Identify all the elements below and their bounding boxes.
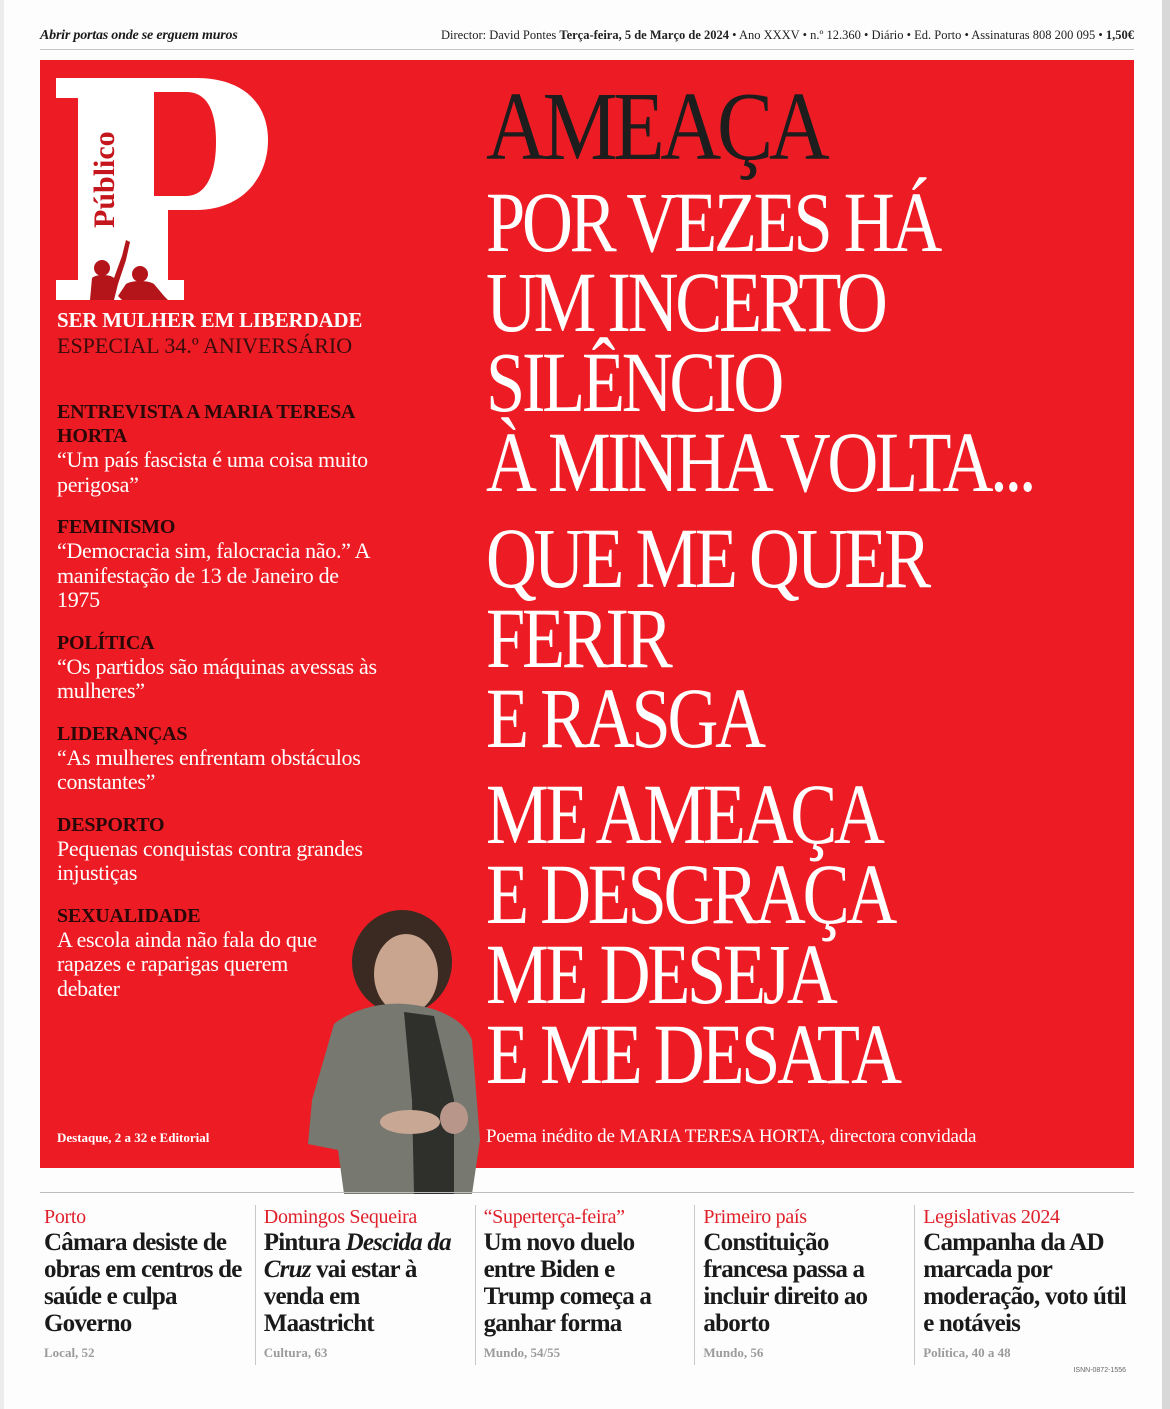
teaser-section-ref: Política, 40 a 48 — [923, 1345, 1011, 1360]
poem-line: ME DESEJA — [486, 926, 835, 1022]
publico-p-logo-icon — [56, 78, 268, 300]
poem-line: SILÊNCIO — [486, 334, 781, 430]
poem-line: UM INCERTO — [486, 254, 885, 350]
poem-credit: Poema inédito de MARIA TERESA HORTA, directora convidada — [486, 1126, 977, 1147]
poem-line: FERIR — [486, 590, 670, 686]
story-text: A escola ainda não fala do que rapazes e raparigas querem debater — [57, 926, 317, 1001]
special-edition-label — [57, 307, 362, 359]
issn-code: ISNN-0872-1556 — [1073, 1367, 1126, 1374]
poem-line: E RASGA — [486, 670, 763, 766]
frequency: Diário — [871, 28, 904, 42]
poem-line: E DESGRAÇA — [486, 846, 894, 942]
cover-story[interactable] — [57, 631, 377, 704]
teaser-kicker: Domingos Sequeira — [263, 1206, 418, 1228]
teaser-porto[interactable] — [40, 1205, 255, 1365]
publico-logo[interactable] — [56, 78, 268, 300]
story-kicker: POLÍTICA — [57, 631, 155, 654]
teaser-kicker: Legislativas 2024 — [923, 1206, 1060, 1228]
tagline: Abrir portas onde se erguem muros — [40, 27, 238, 43]
story-text: “Os partidos são máquinas avessas às mulheres” — [57, 653, 377, 703]
page-edge — [1162, 0, 1170, 1409]
special-subtitle: ESPECIAL 34.º ANIVERSÁRIO — [57, 333, 353, 358]
poem-line: POR VEZES HÁ — [486, 174, 940, 270]
story-kicker: SEXUALIDADE — [57, 904, 201, 927]
portrait-photo — [304, 900, 484, 1194]
story-kicker: LIDERANÇAS — [57, 722, 188, 745]
teaser-row — [40, 1205, 1134, 1365]
poem-title: AMEAÇA — [486, 73, 826, 181]
teaser-kicker: Porto — [44, 1206, 86, 1228]
artwork-title: Descida da Cruz — [263, 1229, 451, 1283]
director: Director: David Pontes — [440, 28, 557, 42]
teaser-headline: Constituição francesa passa a incluir direito ao aborto — [703, 1229, 868, 1337]
cover-story[interactable] — [57, 722, 377, 795]
special-title: SER MULHER EM LIBERDADE — [57, 308, 363, 332]
cover-story[interactable] — [57, 813, 377, 886]
portrait-woman-icon — [304, 900, 484, 1194]
poem-line: QUE ME QUER — [486, 510, 928, 606]
issue-number: n.º 12.360 — [810, 28, 861, 42]
poem-stanza — [486, 174, 1126, 510]
story-kicker: FEMINISMO — [57, 516, 176, 538]
section-divider — [40, 1192, 1134, 1193]
teaser-headline: Campanha da AD marcada por moderação, voto útil e notáveis — [923, 1229, 1126, 1337]
teaser-superterca-feira[interactable] — [475, 1205, 695, 1365]
story-text: “Democracia sim, falocracia não.” A manifestação de 13 de Janeiro de 1975 — [57, 538, 370, 612]
poem-line: E ME DESATA — [486, 1006, 899, 1102]
poem-line: À MINHA VOLTA... — [486, 414, 1034, 510]
teaser-primeiro-pais[interactable] — [694, 1205, 914, 1365]
poem-line: ME AMEAÇA — [486, 766, 882, 862]
teaser-kicker: Primeiro país — [703, 1206, 807, 1228]
teaser-kicker: “Superterça-feira” — [483, 1206, 625, 1228]
story-text: “Um país fascista é uma coisa muito perigosa” — [57, 447, 368, 497]
price: 1,50€ — [1105, 28, 1134, 42]
teaser-headline: Câmara desiste de obras em centros de saúde e culpa Governo — [44, 1229, 242, 1337]
teaser-section-ref: Local, 52 — [44, 1345, 95, 1360]
teaser-section-ref: Cultura, 63 — [263, 1345, 328, 1360]
issue-date: Terça-feira, 5 de Março de 2024 — [559, 28, 729, 42]
cover-red-panel — [40, 60, 1134, 1168]
teaser-legislativas-2024[interactable] — [914, 1205, 1134, 1365]
issue-meta: Director: David Pontes Terça-feira, 5 de Março de 2024 • Ano XXXV • n.º 12.360 • Diário • Ed. Porto • Assinaturas 808 200 095 • 1,50€ — [440, 28, 1134, 42]
subscriptions: Assinaturas 808 200 095 — [971, 28, 1096, 42]
newspaper-front-page — [4, 0, 1162, 1409]
issue-year: Ano XXXV — [738, 28, 800, 42]
story-kicker: DESPORTO — [57, 813, 165, 836]
teaser-section-ref: Mundo, 56 — [703, 1345, 764, 1360]
poem — [486, 72, 1126, 1102]
story-text: Pequenas conquistas contra grandes injustiças — [57, 835, 363, 885]
svg-text:Público: Público — [88, 131, 121, 228]
story-text: “As mulheres enfrentam obstáculos constantes” — [57, 744, 361, 794]
poem-stanza — [486, 510, 1126, 766]
cover-story[interactable] — [57, 515, 377, 613]
poem-stanza — [486, 766, 1126, 1102]
teaser-domingos-sequeira[interactable] — [255, 1205, 475, 1365]
story-kicker: ENTREVISTA A MARIA TERESA HORTA — [57, 401, 355, 447]
cover-story[interactable] — [57, 400, 377, 497]
destaque-pages-ref: Destaque, 2 a 32 e Editorial — [57, 1130, 210, 1145]
teaser-headline: Pintura Descida da Cruz vai estar à venda em Maastricht — [263, 1229, 451, 1337]
edition: Ed. Porto — [914, 28, 962, 42]
teaser-section-ref: Mundo, 54/55 — [483, 1345, 561, 1360]
masthead-strip — [40, 28, 1134, 50]
teaser-headline: Um novo duelo entre Biden e Trump começa a ganhar forma — [483, 1229, 652, 1337]
